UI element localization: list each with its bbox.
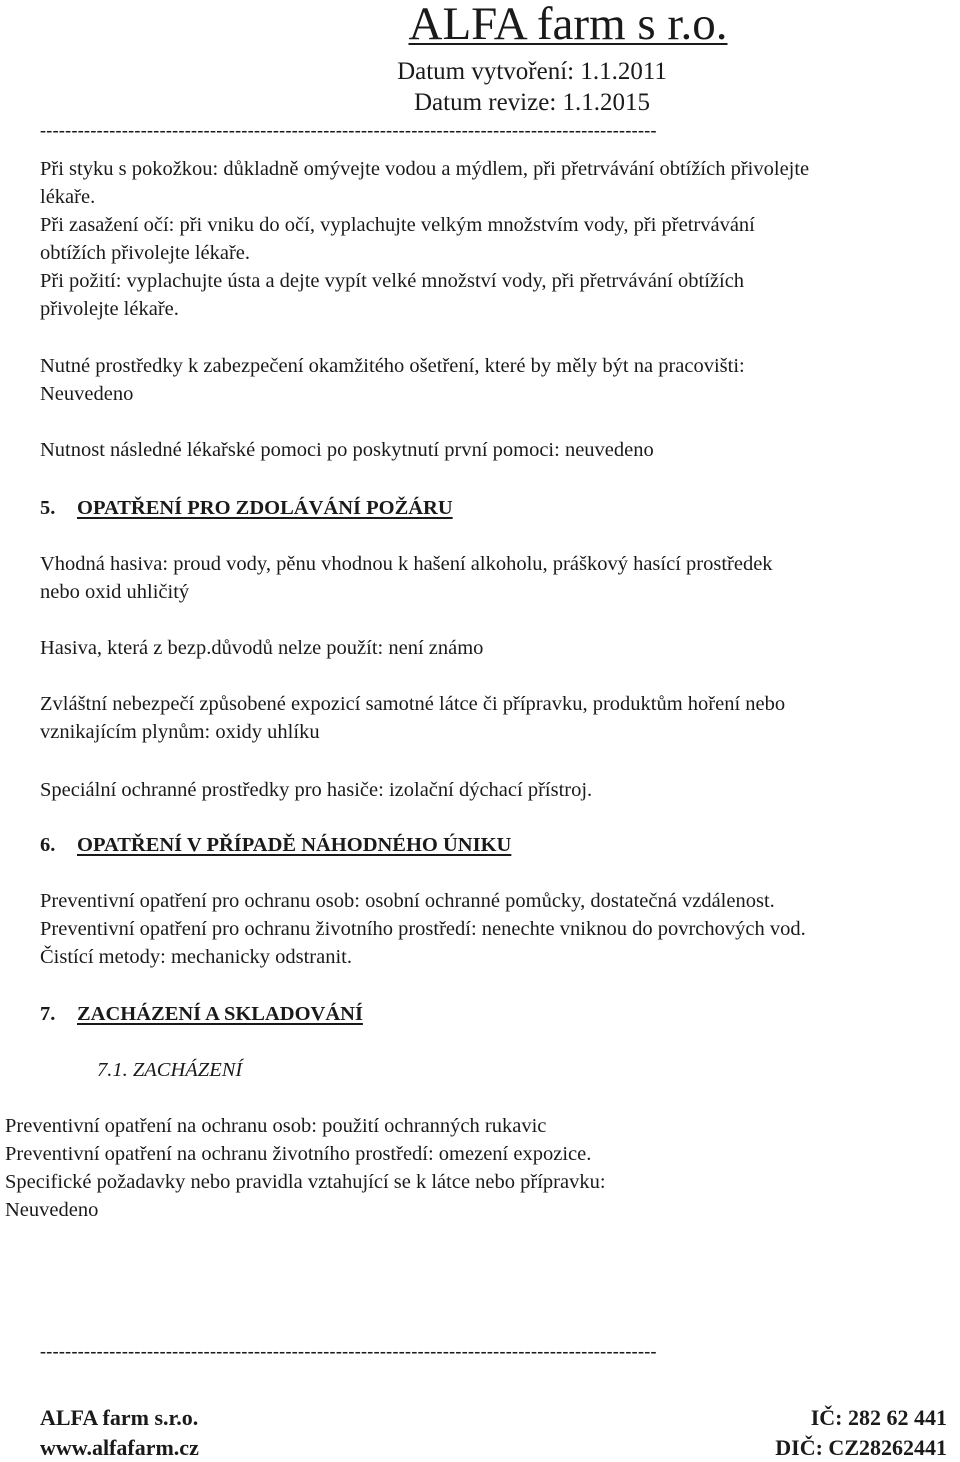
environmental-precautions: Preventivní opatření pro ochranu životního prostředí: nenechte vniknou do povrchových vod. (40, 918, 806, 940)
handling-personal-precautions: Preventivní opatření na ochranu osob: použití ochranných rukavic (5, 1115, 547, 1137)
ingestion-line-1: Při požití: vyplachujte ústa a dejte vypít velké množství vody, při přetrvávání obtížích (40, 270, 745, 292)
extinguishing-agents-line-1: Vhodná hasiva: proud vody, pěnu vhodnou k hašení alkoholu, práškový hasící prostředek (40, 553, 773, 575)
date-revised: Datum revize: 1.1.2015 (413, 89, 651, 116)
section-5-heading (40, 494, 453, 522)
section-6-number: 6. (40, 834, 56, 856)
date-created: Datum vytvoření: 1.1.2011 (397, 58, 667, 85)
first-aid-means-line-2: Neuvedeno (40, 383, 134, 405)
unsuitable-agents: Hasiva, která z bezp.důvodů nelze použít: není známo (40, 637, 484, 659)
cleaning-methods: Čistící metody: mechanicky odstranit. (40, 946, 352, 968)
section-6-title: OPATŘENÍ V PŘÍPADĚ NÁHODNÉHO ÚNIKU (77, 834, 512, 856)
footer-divider: -------------------------------------------------------------------------------------------------- (40, 1342, 657, 1360)
footer-ico: IČ: 282 62 441 (810, 1405, 947, 1430)
section-7-heading (40, 1000, 363, 1028)
handling-environmental-precautions: Preventivní opatření na ochranu životního prostředí: omezení expozice. (5, 1143, 592, 1165)
section-6-heading (40, 831, 511, 859)
header-divider: -------------------------------------------------------------------------------------------------- (40, 121, 657, 139)
footer-dic: DIČ: CZ28262441 (775, 1435, 947, 1460)
footer-website[interactable]: www.alfafarm.cz (40, 1435, 199, 1460)
section-7-title: ZACHÁZENÍ A SKLADOVÁNÍ (77, 1003, 363, 1025)
special-hazards-line-1: Zvláštní nebezpečí způsobené expozicí samotné látce či přípravku, produktům hoření nebo (40, 693, 786, 715)
specific-requirements-line-1: Specifické požadavky nebo pravidla vztahující se k látce nebo přípravku: (5, 1171, 606, 1193)
firefighter-equipment: Speciální ochranné prostředky pro hasiče: izolační dýchací přístroj. (40, 779, 593, 801)
personal-precautions: Preventivní opatření pro ochranu osob: osobní ochranné pomůcky, dostatečná vzdálenost. (40, 890, 775, 912)
subsection-7-1-title: 7.1. ZACHÁZENÍ (97, 1059, 243, 1081)
footer-company: ALFA farm s.r.o. (40, 1405, 199, 1430)
section-7-number: 7. (40, 1003, 56, 1025)
extinguishing-agents-line-2: nebo oxid uhličitý (40, 581, 190, 603)
skin-contact-line-1: Při styku s pokožkou: důkladně omývejte vodou a mýdlem, při přetrvávání obtížích přivolejte (40, 158, 810, 180)
eye-contact-line-2: obtížích přivolejte lékaře. (40, 242, 251, 264)
medical-followup: Nutnost následné lékařské pomoci po poskytnutí první pomoci: neuvedeno (40, 439, 654, 461)
first-aid-means-line-1: Nutné prostředky k zabezpečení okamžitého ošetření, které by měly být na pracovišti: (40, 355, 745, 377)
ingestion-line-2: přivolejte lékaře. (40, 298, 179, 320)
section-5-number: 5. (40, 497, 56, 519)
company-title: ALFA farm s r.o. (408, 0, 728, 50)
specific-requirements-line-2: Neuvedeno (5, 1199, 99, 1221)
eye-contact-line-1: Při zasažení očí: při vniku do očí, vyplachujte velkým množstvím vody, při přetrvávání (40, 214, 755, 236)
special-hazards-line-2: vznikajícím plynům: oxidy uhlíku (40, 721, 320, 743)
section-5-title: OPATŘENÍ PRO ZDOLÁVÁNÍ POŽÁRU (77, 497, 453, 519)
skin-contact-line-2: lékaře. (40, 186, 96, 208)
